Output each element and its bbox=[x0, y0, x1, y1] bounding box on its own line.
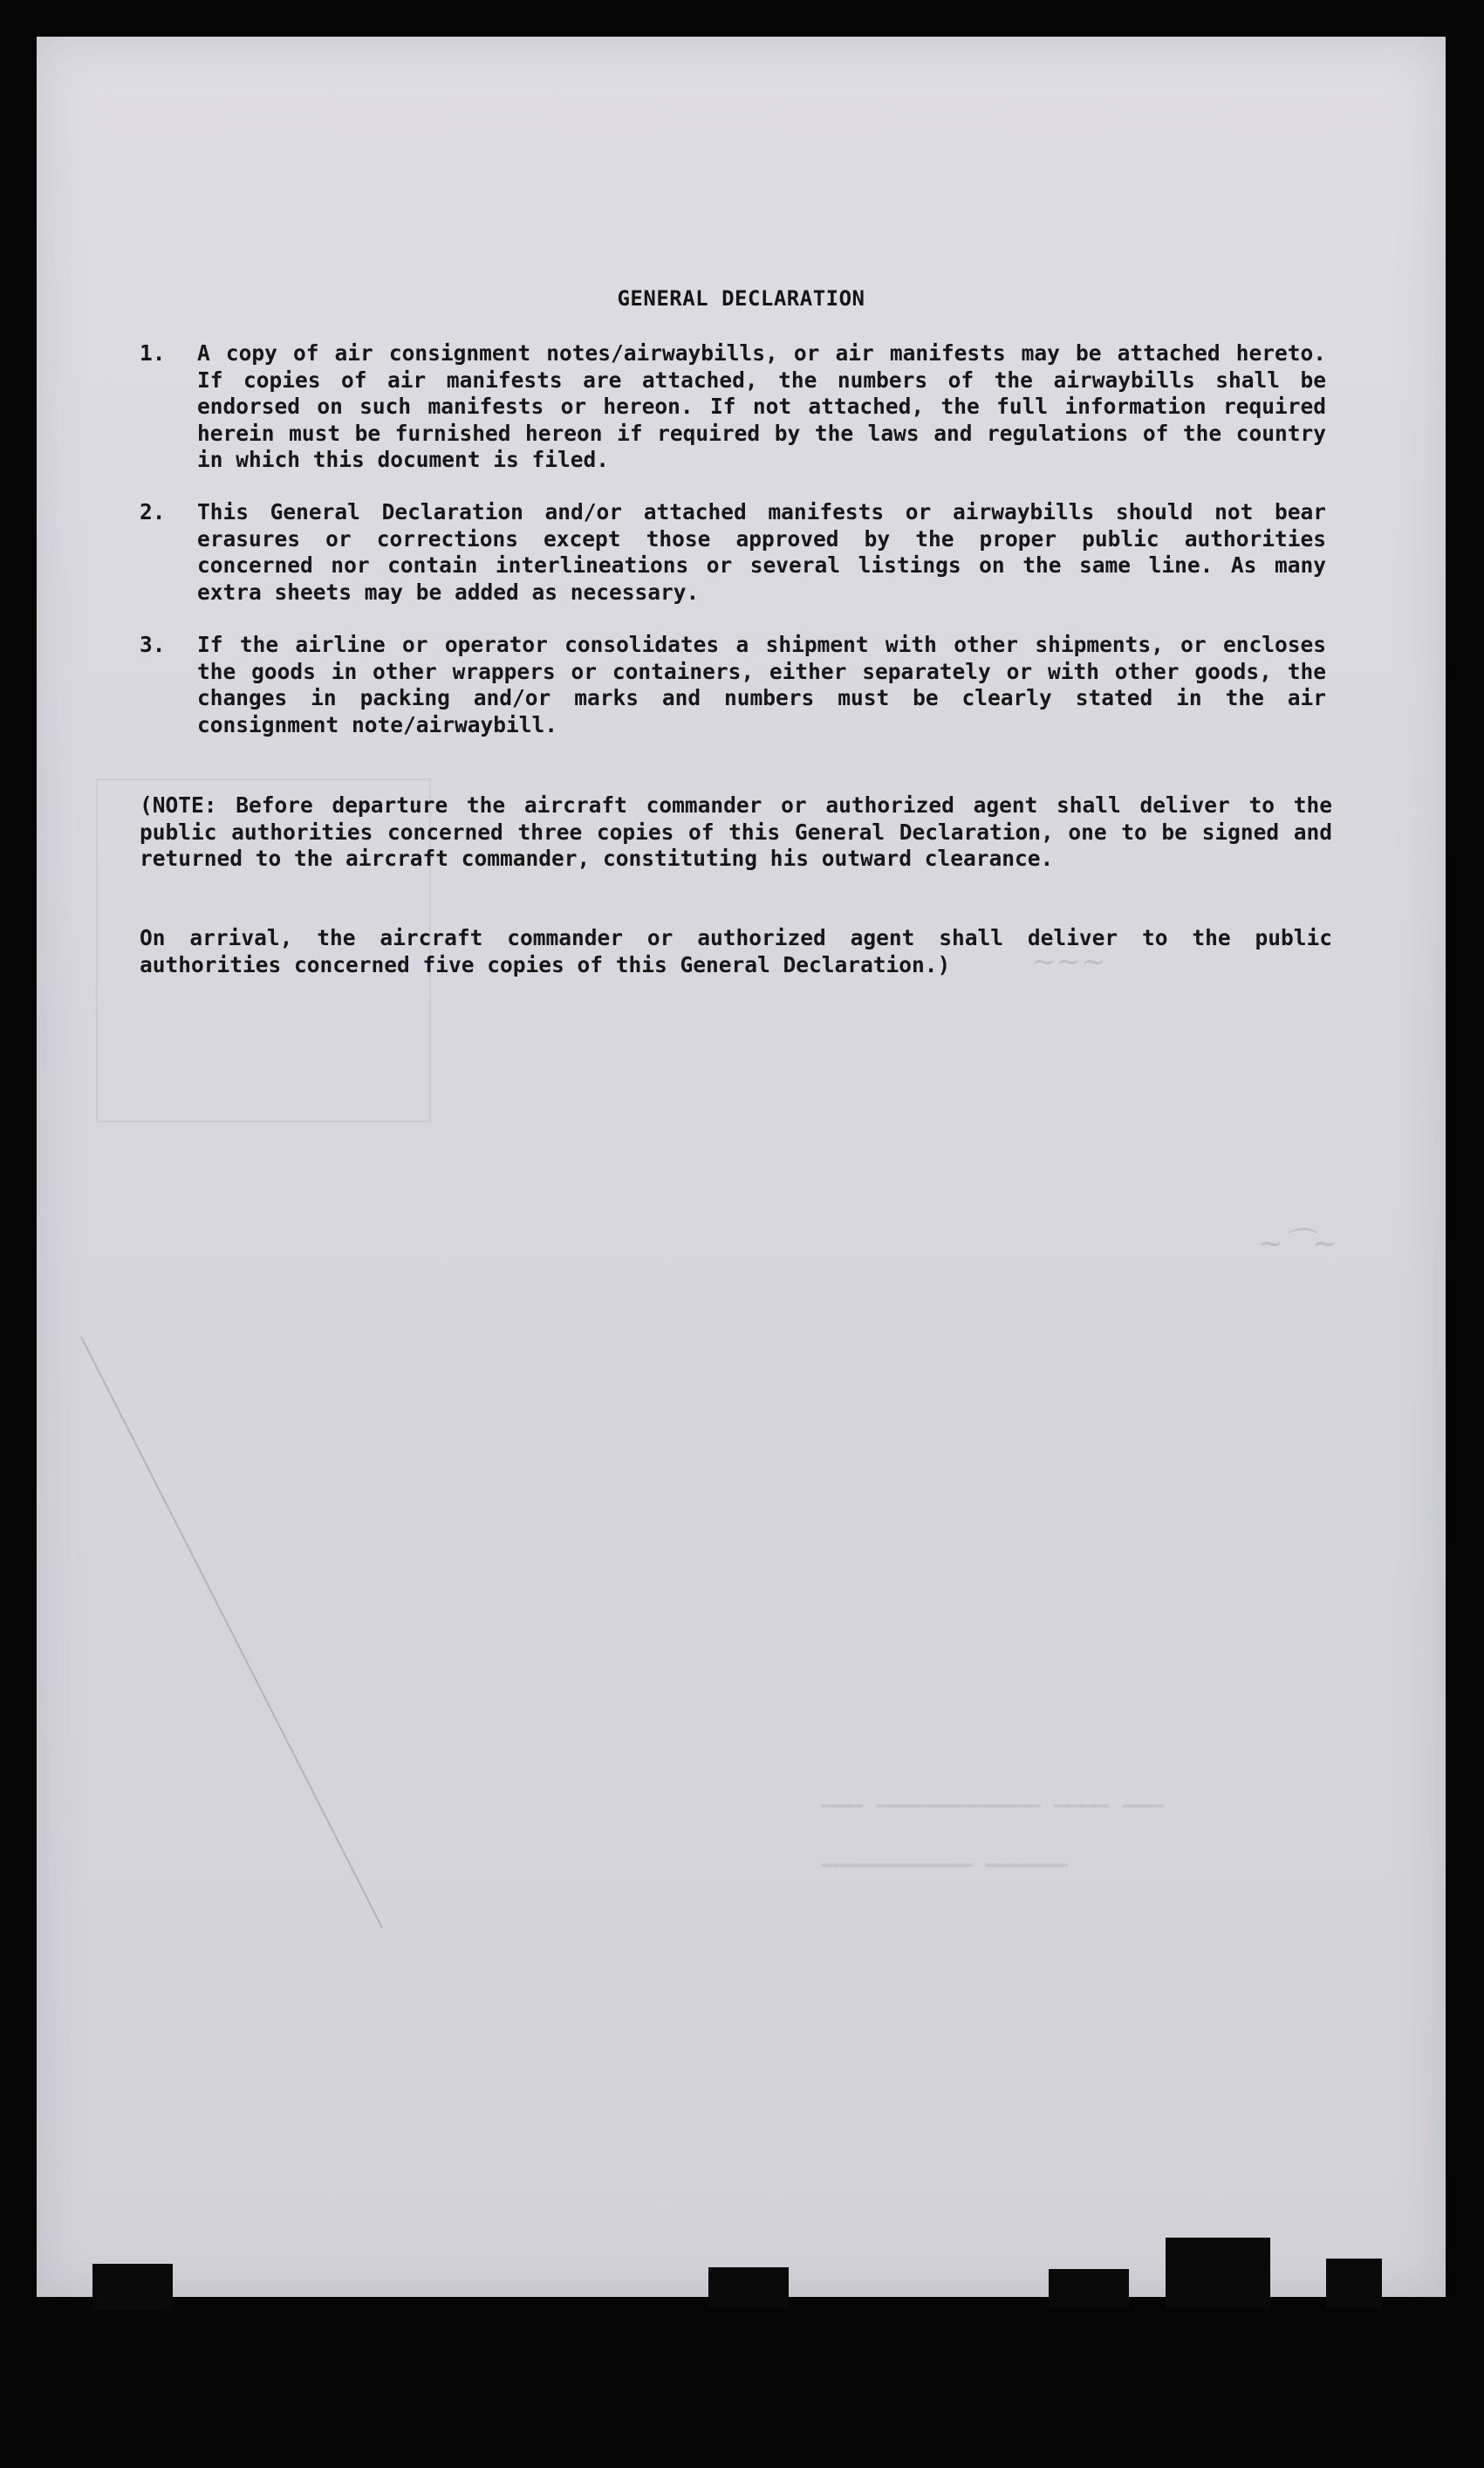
handwritten-mark: ~~~ bbox=[1031, 944, 1106, 979]
item-number: 1. bbox=[140, 340, 166, 366]
item-number: 3. bbox=[140, 632, 166, 657]
page-title: GENERAL DECLARATION bbox=[617, 286, 865, 311]
item-text: This General Declaration and/or attached manifests or airwaybills should not bear erasures or corrections except those approved by the proper public authorities concerned nor contain interlineations or several listings on the same line. As many extra sheets may be added as necessary. bbox=[197, 499, 1326, 605]
declaration-item-2 bbox=[140, 499, 1326, 606]
binding-tab bbox=[708, 2267, 789, 2309]
item-text: If the airline or operator consolidates a shipment with other shipments, or encloses the goods in other wrappers or containers, either separately or with other goods, the changes in packing and/or marks and numbers must be clearly stated in the air consignment note/airwaybill. bbox=[197, 632, 1326, 737]
binding-tab bbox=[1049, 2269, 1129, 2309]
declaration-item-3 bbox=[140, 632, 1326, 738]
document-page bbox=[37, 37, 1446, 2297]
binding-tab bbox=[92, 2264, 173, 2311]
bleed-through-stamp: ▁▁▁ ▁▁▁▁ ▁▁▁▁▁▁▁▁▁▁▁▁ ▁▁▁ bbox=[822, 1782, 1164, 1808]
bleed-through-stamp: ▁▁▁▁▁▁ ▁▁▁▁▁▁▁▁▁▁▁ bbox=[822, 1841, 1068, 1868]
declaration-item-1 bbox=[140, 340, 1326, 474]
note-paragraph-arrival: On arrival, the aircraft commander or authorized agent shall deliver to the public authorities concerned five copies of this General Declaration.) bbox=[140, 925, 1332, 977]
note-paragraph-departure: (NOTE: Before departure the aircraft commander or authorized agent shall deliver to the public authorities concerned three copies of this General Declaration, one to be signed and returned to the aircraft commander, constituting his outward clearance. bbox=[140, 792, 1332, 871]
item-number: 2. bbox=[140, 499, 166, 524]
item-text: A copy of air consignment notes/airwaybills, or air manifests may be attached hereto. If copies of air manifests are attached, the numbers of the airwaybills shall be endorsed on such manifests or hereon. If not attached, the full information required herein must be furnished hereon if required by the laws and regulations of the country in which this document is filed. bbox=[197, 340, 1326, 472]
handwritten-mark: ~⌒~ bbox=[1258, 1226, 1337, 1261]
paper-crease bbox=[80, 1336, 383, 1928]
binding-tab bbox=[1166, 2238, 1270, 2309]
binding-tab bbox=[1326, 2259, 1382, 2309]
